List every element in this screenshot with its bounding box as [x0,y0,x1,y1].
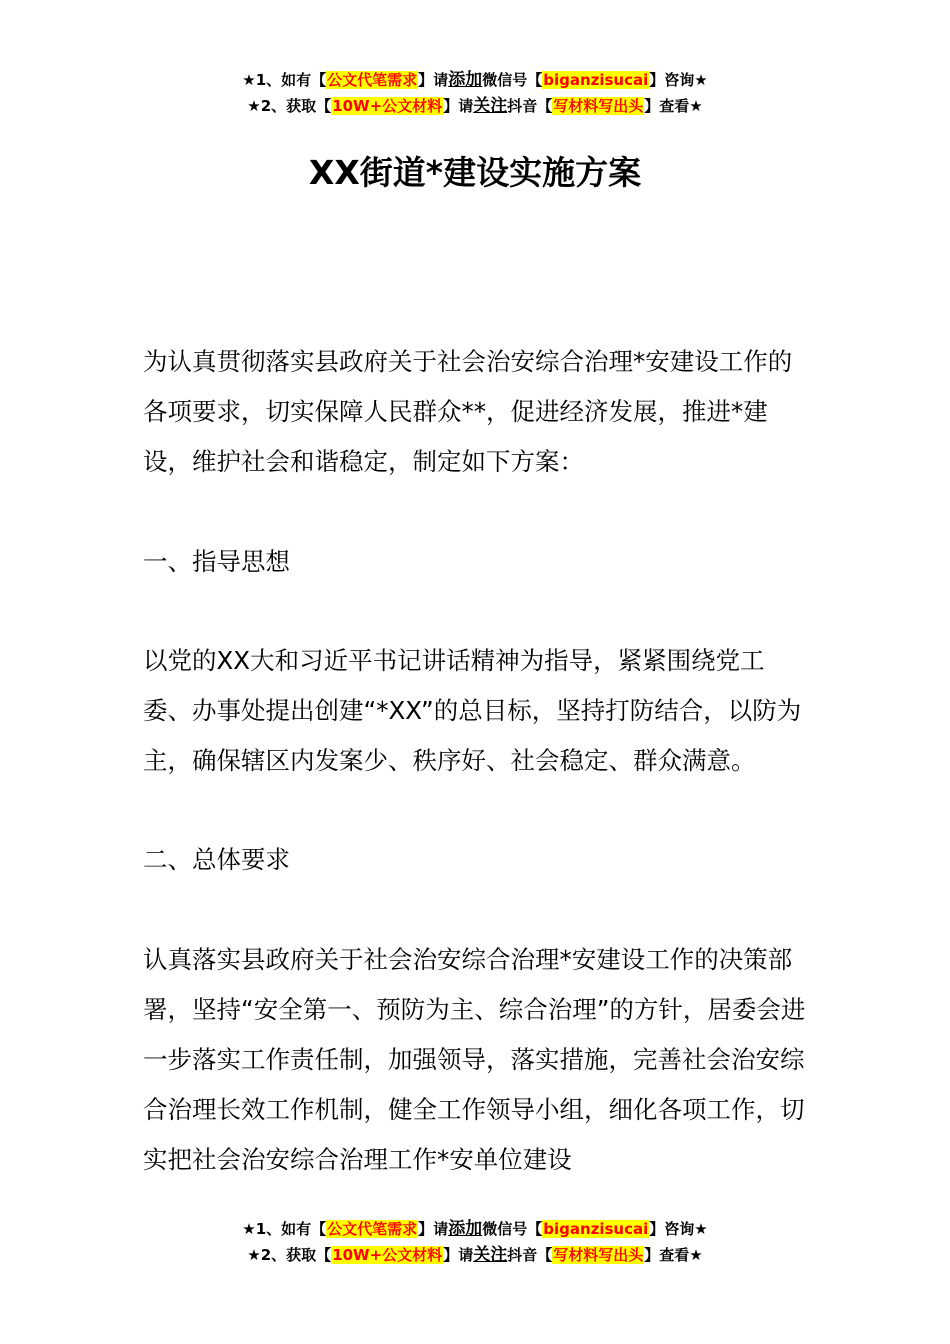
header-banner [0,67,950,119]
highlight-text: 公文代笔需求 [327,1220,418,1238]
banner-text: 抖音【 [507,97,553,115]
highlight-text: 公文代笔需求 [327,71,418,89]
banner-line-1 [0,1216,950,1242]
section-paragraph-guiding-ideology: 以党的XX大和习近平书记讲话精神为指导，紧紧围绕党工委、办事处提出创建“*XX”的总目标，坚持打防结合，以防为主，确保辖区内发案少、秩序好、社会稳定、群众满意。 [143,646,802,775]
underlined-text: 关注 [473,96,508,116]
intro-paragraph: 为认真贯彻落实县政府关于社会治安综合治理*安建设工作的各项要求，切实保障人民群众**，促进经济发展，推进*建设，维护社会和谐稳定，制定如下方案： [143,347,793,476]
banner-text: 】请 [418,71,449,89]
banner-line-1 [0,67,950,93]
section-heading-overall-requirements: 二、总体要求 [143,845,290,874]
banner-text: 微信号【 [482,1220,543,1238]
underlined-text: 添加 [448,1219,483,1239]
highlight-text: 10W+公文材料 [332,1246,443,1264]
banner-text: 】咨询★ [649,1220,708,1238]
banner-text: ★2、获取【 [247,97,332,115]
section-paragraph-overall-requirements: 认真落实县政府关于社会治安综合治理*安建设工作的决策部署，坚持“安全第一、预防为主、综合治理”的方针，居委会进一步落实工作责任制，加强领导，落实措施，完善社会治安综合治理长效工作机制，健全工作领导小组，细化各项工作，切实把社会治安综合治理工作*安单位建设 [143,945,806,1174]
highlight-text: 写材料写出头 [553,97,644,115]
banner-text: 】请 [443,97,474,115]
highlight-text: biganzisucai [543,1220,649,1238]
footer-banner [0,1216,950,1268]
banner-text: ★1、如有【 [242,1220,327,1238]
banner-text: 】咨询★ [649,71,708,89]
banner-text: ★1、如有【 [242,71,327,89]
banner-text: 抖音【 [507,1246,553,1264]
banner-text: 】请 [418,1220,449,1238]
underlined-text: 添加 [448,70,483,90]
banner-text: ★2、获取【 [247,1246,332,1264]
underlined-text: 关注 [473,1245,508,1265]
highlight-text: 10W+公文材料 [332,97,443,115]
banner-line-2 [0,93,950,119]
banner-text: 微信号【 [482,71,543,89]
banner-text: 】查看★ [644,1246,703,1264]
section-heading-guiding-ideology: 一、指导思想 [143,547,290,576]
banner-line-2 [0,1242,950,1268]
banner-text: 】查看★ [644,97,703,115]
banner-text: 】请 [443,1246,474,1264]
document-title: XX街道*建设实施方案 [308,153,642,192]
highlight-text: 写材料写出头 [553,1246,644,1264]
highlight-text: biganzisucai [543,71,649,89]
